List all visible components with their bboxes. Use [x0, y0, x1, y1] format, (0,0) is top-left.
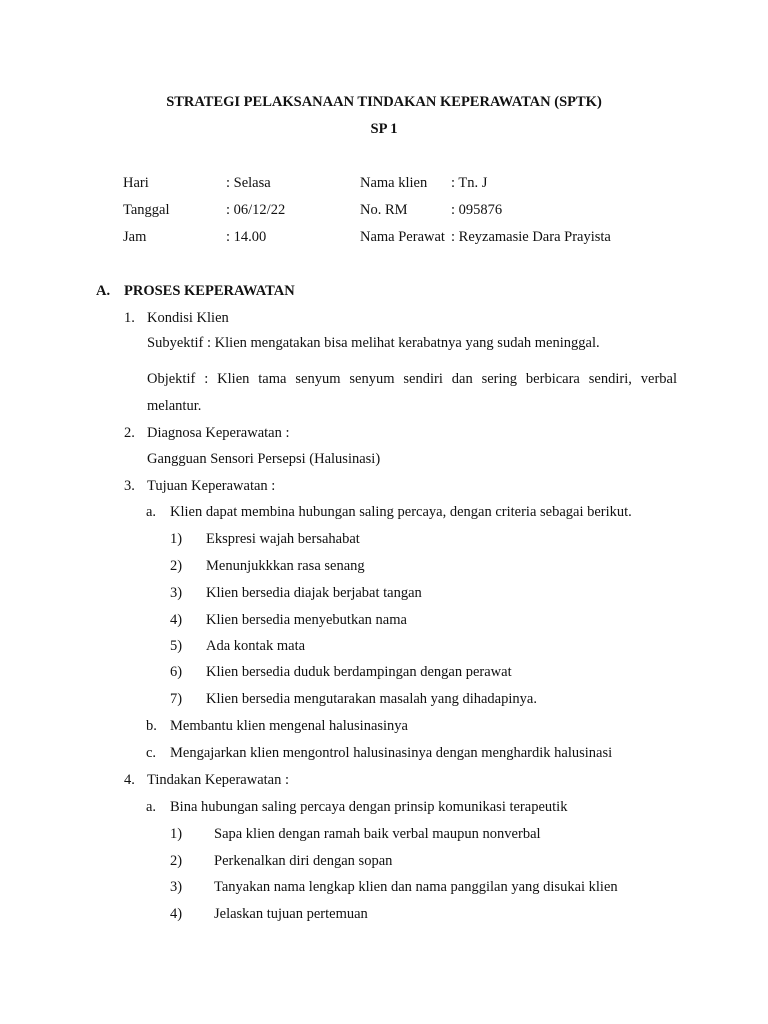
info-value-no-rm: : 095876: [451, 202, 503, 218]
tujuan-a-text: Klien dapat membina hubungan saling percaya, dengan criteria sebagai berikut.: [170, 504, 632, 520]
tujuan-c-text: Mengajarkan klien mengontrol halusinasinya dengan menghardik halusinasi: [170, 745, 613, 761]
list-item: Klien bersedia menyebutkan nama: [206, 612, 407, 628]
section-a-marker: A.: [96, 283, 111, 299]
list-item-number: 4): [170, 612, 183, 628]
list-item-number: 6): [170, 664, 183, 680]
info-label-jam: Jam: [123, 229, 147, 245]
section-a-title: PROSES KEPERAWATAN: [124, 283, 295, 299]
tujuan-a-marker: a.: [146, 504, 157, 520]
subjektif-text: Subyektif : Klien mengatakan bisa melihat kerabatnya yang sudah meninggal.: [147, 335, 600, 351]
list-item: Klien bersedia duduk berdampingan dengan perawat: [206, 664, 512, 680]
objektif-text-line1: Objektif : Klien tama senyum senyum sendiri dan sering berbicara sendiri, verbal: [147, 371, 677, 387]
tindakan-a-text: Bina hubungan saling percaya dengan prinsip komunikasi terapeutik: [170, 799, 568, 815]
info-value-tanggal: : 06/12/22: [226, 202, 286, 218]
list-item-number: 4): [170, 906, 183, 922]
list-item-number: 1): [170, 531, 183, 547]
list-item-number: 3): [170, 585, 183, 601]
list-item: Ada kontak mata: [206, 638, 306, 654]
info-value-nama-perawat: : Reyzamasie Dara Prayista: [451, 229, 611, 245]
item-4-number: 4.: [124, 772, 135, 788]
item-2-title: Diagnosa Keperawatan :: [147, 425, 290, 441]
diagnosa-text: Gangguan Sensori Persepsi (Halusinasi): [147, 451, 381, 467]
tujuan-c-marker: c.: [146, 745, 157, 761]
list-item: Jelaskan tujuan pertemuan: [214, 906, 368, 922]
tujuan-b-marker: b.: [146, 718, 157, 734]
list-item-number: 1): [170, 826, 183, 842]
list-item-number: 3): [170, 879, 183, 895]
list-item: Tanyakan nama lengkap klien dan nama panggilan yang disukai klien: [214, 879, 618, 895]
list-item: Klien bersedia diajak berjabat tangan: [206, 585, 422, 601]
item-3-number: 3.: [124, 478, 135, 494]
info-label-nama-klien: Nama klien: [360, 175, 428, 191]
info-label-hari: Hari: [123, 175, 149, 191]
item-4-title: Tindakan Keperawatan :: [147, 772, 290, 788]
list-item-number: 5): [170, 638, 183, 654]
info-label-tanggal: Tanggal: [123, 202, 170, 218]
info-label-no-rm: No. RM: [360, 202, 408, 218]
item-1-title: Kondisi Klien: [147, 310, 229, 326]
list-item-number: 7): [170, 691, 183, 707]
list-item: Ekspresi wajah bersahabat: [206, 531, 360, 547]
tindakan-a-marker: a.: [146, 799, 157, 815]
info-value-nama-klien: : Tn. J: [451, 175, 488, 191]
info-label-nama-perawat: Nama Perawat: [360, 229, 445, 245]
item-3-title: Tujuan Keperawatan :: [147, 478, 276, 494]
objektif-text-line2: melantur.: [147, 398, 202, 414]
item-1-number: 1.: [124, 310, 135, 326]
info-value-hari: : Selasa: [226, 175, 271, 191]
document-title: STRATEGI PELAKSANAAN TINDAKAN KEPERAWATAN (SPTK): [166, 94, 602, 110]
info-value-jam: : 14.00: [226, 229, 267, 245]
item-2-number: 2.: [124, 425, 135, 441]
list-item-number: 2): [170, 853, 183, 869]
list-item: Sapa klien dengan ramah baik verbal maupun nonverbal: [214, 826, 541, 842]
list-item-number: 2): [170, 558, 183, 574]
list-item: Klien bersedia mengutarakan masalah yang dihadapinya.: [206, 691, 537, 707]
list-item: Menunjukkkan rasa senang: [206, 558, 365, 574]
document-subtitle: SP 1: [370, 121, 398, 137]
tujuan-b-text: Membantu klien mengenal halusinasinya: [170, 718, 408, 734]
list-item: Perkenalkan diri dengan sopan: [214, 853, 393, 869]
